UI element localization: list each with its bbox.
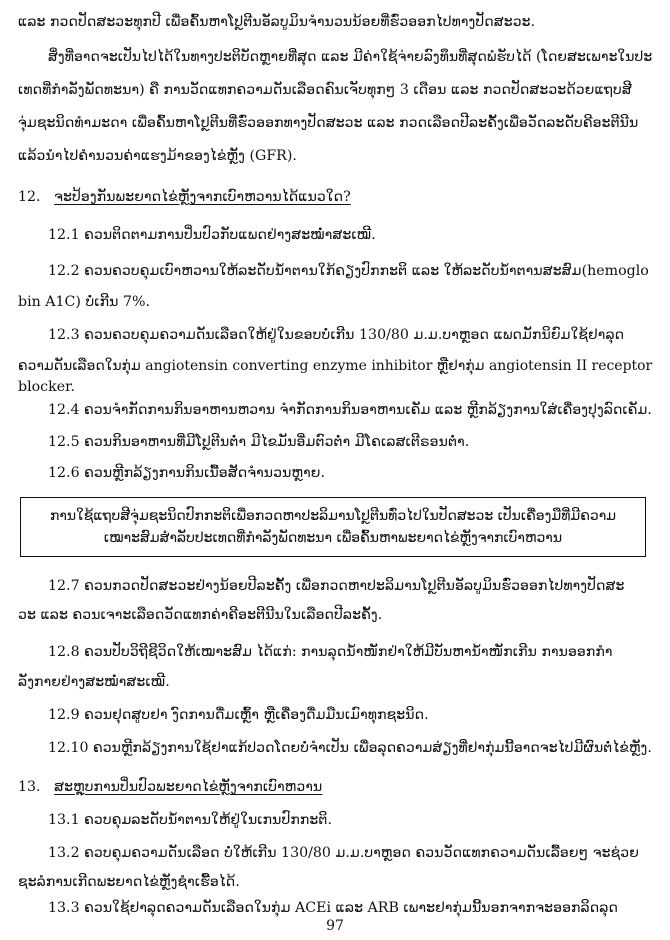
intro-line-5: ແລ້ວນຳໄປຄຳນວນຄ່າແຮງມ້າຂອງໄຂ່ຫຼັງ (GFR). bbox=[18, 148, 297, 164]
section-13-title: ສະຫຼຸບການປິ່ນປົວພະຍາດໄຂ່ຫຼັງຈາກເບົາຫວານ bbox=[54, 779, 323, 795]
item-13-3-line-1: 13.3 ຄວນໃຊ້ຢາລຸດຄວາມດັນເລືອດໃນກຸ່ມ ACEi ແລະ ARB ເພາະຢາກຸ່ມນີ້ນອກຈາກຈະອອກລິດລຸດ bbox=[48, 900, 618, 916]
section-13-heading bbox=[18, 777, 322, 797]
item-12-9: 12.9 ຄວນຢຸດສູບຢາ ງົດການດື່ມເຫຼົ້າ ຫຼືເຄື່ອງດື່ມມືນເມົາທຸກຊະນິດ. bbox=[48, 707, 429, 723]
item-12-7-line-2: ວະ ແລະ ຄວນເຈາະເລືອດວັດແທກຄ່າຄີອະຕີນີນໃນເລືອດປີລະຄັ້ງ. bbox=[18, 607, 383, 623]
intro-line-2: ສິ່ງທີ່ອາດຈະເປັນໄປໄດ້ໃນທາງປະຕິບັດຫຼາຍທີ່ສຸດ ແລະ ມີຄ່າໃຊ້ຈ່າຍລົງທຶນທີ່ສຸດພໍຮັບໄດ້ (ໂດຍສະເພາະໃນປະ bbox=[48, 49, 653, 65]
item-12-3-line-2: ຄວາມດັນເລືອດໃນກຸ່ມ angiotensin converting enzyme inhibitor ຫຼືຢາກຸ່ມ angiotensin II receptor bbox=[18, 358, 653, 374]
item-12-8-line-2: ລັງກາຍຢ່າງສະໝ່ຳສະເໝີ. bbox=[18, 674, 170, 690]
intro-line-3: ເທດທີ່ກຳລັງພັດທະນາ) ຄື ການວັດແທກຄວາມດັນເລືອດຄົນເຈັບທຸກໆ 3 ເດືອນ ແລະ ກວດປັດສະວະດ້ວຍແຖບສີ bbox=[18, 82, 632, 98]
highlight-box-line-2: ເໝາະສົມສຳລັບປະເທດທີ່ກຳລັງພັດທະນາ ເພື່ອຄົ້ນຫາພະຍາດໄຂ່ຫຼັງຈາກເບົາຫວານ bbox=[103, 530, 563, 546]
item-13-1: 13.1 ຄວບຄຸມລະດັບນ້ຳຕານໃຫ້ຢູ່ໃນເກນປົກກະຕິ. bbox=[48, 812, 332, 828]
section-13-number: 13. bbox=[18, 779, 41, 795]
item-12-2-line-2: bin A1C) ບໍ່ເກີນ 7%. bbox=[18, 294, 151, 310]
highlight-box bbox=[20, 497, 646, 557]
item-12-10: 12.10 ຄວນຫຼີກລ້ຽງການໃຊ້ຢາແກ້ປວດໂດຍບໍ່ຈຳເປັນ ເພື່ອລຸດຄວາມສ່ຽງທີ່ຢາກຸ່ມນີ້ອາດຈະໄປມີຜົນຕໍ່ໄຂ່ຫຼັງ. bbox=[48, 740, 652, 756]
item-12-6: 12.6 ຄວນຫຼີກລ້ຽງການກິນເນື້ອສັດຈຳນວນຫຼາຍ. bbox=[48, 465, 325, 481]
item-13-2-line-2: ຊະລໍການເກີດພະຍາດໄຂ່ຫຼັງຊຳເຮື້ອໄດ້. bbox=[18, 874, 240, 890]
intro-line-1: ແລະ ກວດປັດສະວະທຸກປີ ເພື່ອຄົ້ນຫາໂປຼຕີນອັລບູມິນຈຳນວນນ້ອຍທີ່ຮົ່ວອອກໄປທາງປັດສະວະ. bbox=[18, 14, 536, 30]
item-12-4: 12.4 ຄວນຈຳກັດການກິນອາຫານຫວານ ຈຳກັດການກິນອາຫານເຄັມ ແລະ ຫຼີກລ້ຽງການໃສ່ເຄື່ອງປຸງລົດເຄັມ. bbox=[48, 402, 652, 418]
intro-line-4: ຈຸ່ມຊະນິດທຳມະດາ ເພື່ອຄົ້ນຫາໂປຼຕີນທີ່ຮົ່ວອອກທາງປັດສະວະ ແລະ ກວດເລືອດປີລະຄັ້ງເພື່ອວັດລະດັບຄີອະຕີນີນ bbox=[18, 115, 639, 131]
highlight-box-line-1: ການໃຊ້ແຖບສີຈຸ່ມຊະນິດປົກກະຕິເພື່ອກວດຫາປະລິມານໂປຼຕີນທົ່ວໄປໃນປັດສະວະ ເປັນເຄື່ອງມືທີ່ມີຄວາມ bbox=[49, 508, 617, 524]
item-12-8-line-1: 12.8 ຄວນປັບວິຖີຊີວິດໃຫ້ເໝາະສົມ ໄດ້ແກ່: ການລຸດນ້ຳໜັກຢ່າໃຫ້ມີບັນຫານ້ຳໜັກເກີນ ການອອກກຳ bbox=[48, 644, 613, 660]
section-12-number: 12. bbox=[18, 189, 41, 205]
item-12-5: 12.5 ຄວນກິນອາຫານທີ່ມີໂປຼຕີນຕ່ຳ ມີໄຂມັນອີ່ມຕົວຕ່ຳ ມີໂຄເລສເຕີຣອນຕ່ຳ. bbox=[48, 434, 470, 450]
item-12-2-line-1: 12.2 ຄວນຄວບຄຸມເບົາຫວານໃຫ້ລະດັບນ້ຳຕານໃກ້ຄຽງປົກກະຕິ ແລະ ໃຫ້ລະດັບນ້ຳຕານສະສົມ(hemoglo bbox=[48, 263, 649, 279]
item-13-2-line-1: 13.2 ຄວບຄຸມຄວາມດັນເລືອດ ບໍ່ໃຫ້ເກີນ 130/80 ມ.ມ.ບາຫຼອດ ຄວນວັດແທກຄວາມດັນເລື້ອຍໆ ຈະຊ່ວຍ bbox=[48, 845, 640, 861]
item-12-3-line-1: 12.3 ຄວນຄວບຄຸມຄວາມດັນເລືອດໃຫ້ຢູ່ໃນຂອບບໍ່ເກີນ 130/80 ມ.ມ.ບາຫຼອດ ແພດມັກນິຍົມໃຊ້ຢາລຸດ bbox=[48, 327, 625, 343]
section-12-title: ຈະປ້ອງກັນພະຍາດໄຂ່ຫຼັງຈາກເບົາຫວານໄດ້ແນວໃດ? bbox=[54, 189, 351, 205]
item-12-1: 12.1 ຄວນຕິດຕາມການປິ່ນປົວກັບແພດຢ່າງສະໝ່ຳສະເໝີ. bbox=[48, 227, 376, 243]
item-12-7-line-1: 12.7 ຄວນກວດປັດສະວະຢ່າງນ້ອຍປີລະຄັ້ງ ເພື່ອກວດຫາປະລິມານໂປຼຕີນອັລບູມິນຮົ່ວອອກໄປທາງປັດສະ bbox=[48, 578, 625, 594]
page-number: 97 bbox=[326, 918, 344, 934]
item-12-3-line-3: blocker. bbox=[18, 379, 75, 395]
section-12-heading bbox=[18, 187, 351, 207]
